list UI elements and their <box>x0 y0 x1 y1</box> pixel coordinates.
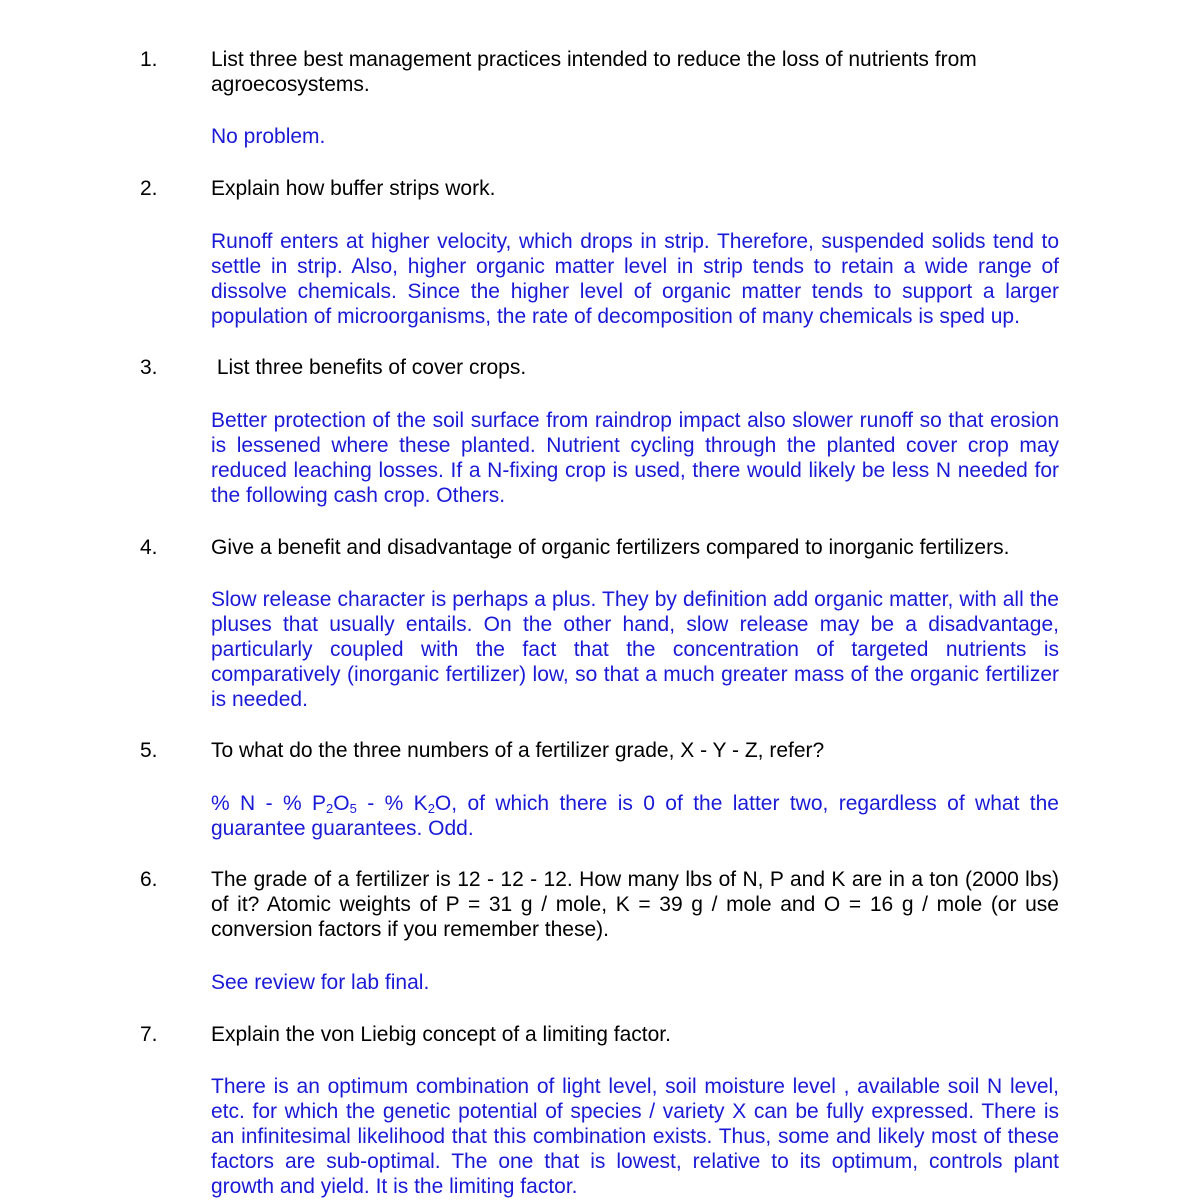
answer-text: There is an optimum combination of light level, soil moisture level , available soil N level, etc. for which the genetic potential of species / variety X can be fully expressed. There is an infinitesimal likelihood that this combination exists. Thus, some and likely most of these factors are sub-optimal. The one that is lowest, relative to its optimum, controls plant growth and yield. It is the limiting factor. <box>211 1075 1059 1198</box>
question-text: Explain the von Liebig concept of a limiting factor. <box>211 1023 671 1046</box>
question-number: 1. <box>140 48 158 71</box>
question-number: 3. <box>140 356 158 379</box>
question-text: List three best management practices intended to reduce the loss of nutrients from agroecosystems. <box>211 48 977 96</box>
question-text: Explain how buffer strips work. <box>211 177 496 200</box>
answer-text: Slow release character is perhaps a plus. They by definition add organic matter, with all the pluses that usually entails. On the other hand, slow release may be a disadvantage, particularly coupled with the fact that the concentration of targeted nutrients is comparatively (inorganic fertilizer) low, so that a much greater mass of the organic fertilizer is needed. <box>211 588 1059 711</box>
question-number: 4. <box>140 536 158 559</box>
question-text: List three benefits of cover crops. <box>211 356 527 379</box>
answer-text: % N - % $P_2O_5$ - % $K_2O$, of which there is 0 of the latter two, regardless of what the guarantee guarantees. Odd. <box>211 792 1059 840</box>
answer-text: See review for lab final. <box>211 971 430 994</box>
question-number: 5. <box>140 739 158 762</box>
answer-text: No problem. <box>211 125 326 148</box>
answer-text: Better protection of the soil surface from raindrop impact also slower runoff so that erosion is lessened where these planted. Nutrient cycling through the planted cover crop may reduced leaching losses. If a N-fixing crop is used, there would likely be less N needed for the following cash crop. Others. <box>211 409 1059 507</box>
question-text: Give a benefit and disadvantage of organic fertilizers compared to inorganic fertilizers. <box>211 536 1010 559</box>
question-text: To what do the three numbers of a fertilizer grade, X - Y - Z, refer? <box>211 739 825 762</box>
question-number: 6. <box>140 868 158 891</box>
question-number: 7. <box>140 1023 158 1046</box>
question-number: 2. <box>140 177 158 200</box>
answer-text: Runoff enters at higher velocity, which drops in strip. Therefore, suspended solids tend to settle in strip. Also, higher organic matter level in strip tends to retain a wide range of dissolve chemicals. Since the higher level of organic matter tends to support a larger population of microorganisms, the rate of decomposition of many chemicals is sped up. <box>211 230 1059 328</box>
question-text: The grade of a fertilizer is 12 - 12 - 12. How many lbs of N, P and K are in a ton (2000 lbs) of it? Atomic weights of P = 31 g / mole, K = 39 g / mole and O = 16 g / mole (or use conversion factors if you remember these). <box>211 868 1059 941</box>
